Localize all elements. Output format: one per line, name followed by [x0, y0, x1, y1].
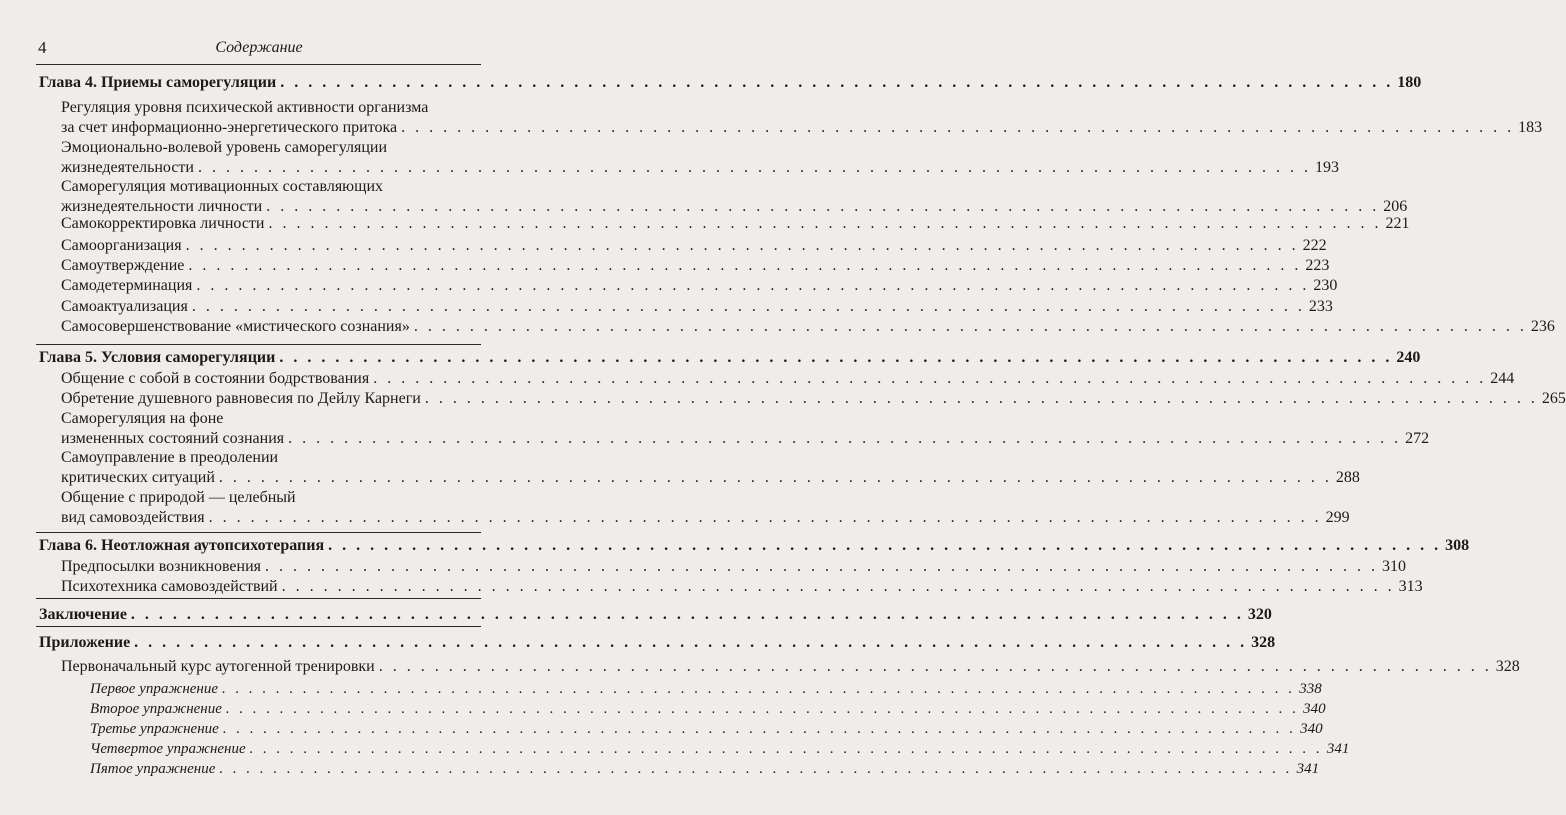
toc-entry[interactable] [0, 536, 1470, 556]
toc-page-number: 299 [1325, 509, 1350, 526]
toc-entry-row [61, 118, 1543, 138]
toc-entry[interactable] [0, 448, 1360, 488]
toc-entry-title: Первое упражнение [90, 681, 219, 697]
toc-entry-row [61, 389, 1566, 409]
dot-leader: . . . . . . . . . . . . . . . . . . . . . . . . . . . . . . . . . . . . . . . . . . . . . . . . . . . . . . . . . . . . . . . . . . . . . . . . . . . . . . . . [288, 430, 1402, 447]
toc-entry-row [61, 577, 1423, 597]
toc-entry[interactable] [0, 317, 1555, 337]
toc-entry-row [90, 679, 1322, 699]
toc-entry-row [39, 73, 1422, 93]
dot-leader: . . . . . . . . . . . . . . . . . . . . . . . . . . . . . . . . . . . . . . . . . . . . . . . . . . . . . . . . . . . . . . . . . . . . . . . . . . . . . . . . [222, 681, 1296, 697]
toc-entry[interactable] [0, 759, 1320, 779]
toc-page-number: 310 [1382, 558, 1406, 575]
toc-entry-row [61, 468, 1360, 488]
toc-entry-row [90, 699, 1326, 719]
section-rule [36, 344, 481, 345]
toc-entry-row [61, 214, 1410, 234]
toc-page-number: 222 [1302, 237, 1327, 254]
dot-leader: . . . . . . . . . . . . . . . . . . . . . . . . . . . . . . . . . . . . . . . . . . . . . . . . . . . . . . . . . . . . . . . . . . . . . . . . . . . . . . . . [413, 318, 1527, 335]
toc-entry-title: Самосовершенствование «мистического сознания» [61, 318, 410, 335]
toc-entry[interactable] [0, 488, 1350, 528]
toc-entry-title: Глава 4. Приемы саморегуляции [39, 74, 277, 91]
dot-leader: . . . . . . . . . . . . . . . . . . . . . . . . . . . . . . . . . . . . . . . . . . . . . . . . . . . . . . . . . . . . . . . . . . . . . . . . . . . . . . . . [280, 74, 1394, 91]
dot-leader: . . . . . . . . . . . . . . . . . . . . . . . . . . . . . . . . . . . . . . . . . . . . . . . . . . . . . . . . . . . . . . . . . . . . . . . . . . . . . . . . [130, 606, 1244, 623]
toc-entry[interactable] [0, 369, 1515, 389]
dot-leader: . . . . . . . . . . . . . . . . . . . . . . . . . . . . . . . . . . . . . . . . . . . . . . . . . . . . . . . . . . . . . . . . . . . . . . . . . . . . . . . . [249, 741, 1323, 757]
toc-entry[interactable] [0, 719, 1323, 739]
toc-entry-row [39, 605, 1272, 625]
toc-page-number: 240 [1396, 349, 1421, 366]
toc-page-number: 320 [1247, 606, 1272, 623]
dot-leader: . . . . . . . . . . . . . . . . . . . . . . . . . . . . . . . . . . . . . . . . . . . . . . . . . . . . . . . . . . . . . . . . . . . . . . . . . . . . . . . . [134, 634, 1248, 651]
toc-entry[interactable] [0, 98, 1543, 138]
toc-entry[interactable] [0, 389, 1566, 409]
section-rule [36, 626, 481, 627]
toc-entry-row [61, 429, 1430, 449]
toc-entry-title: Общение с собой в состоянии бодрствования [61, 370, 370, 387]
toc-page-number: 313 [1398, 578, 1423, 595]
toc-entry-title-line: Самоуправление в преодолении [61, 449, 279, 466]
toc-entry[interactable] [0, 297, 1333, 317]
toc-entry-title: критических ситуаций [61, 469, 215, 486]
toc-entry-title: за счет информационно-энергетического притока [61, 119, 398, 136]
toc-entry-row [61, 657, 1520, 677]
header-rule [36, 64, 481, 65]
toc-entry-title: Четвертое упражнение [90, 741, 246, 757]
toc-page-number: 230 [1313, 277, 1338, 294]
toc-entry-row [61, 317, 1555, 337]
toc-entry-title: Психотехника самовоздействий [61, 578, 278, 595]
dot-leader: . . . . . . . . . . . . . . . . . . . . . . . . . . . . . . . . . . . . . . . . . . . . . . . . . . . . . . . . . . . . . . . . . . . . . . . . . . . . . . . . [268, 215, 1382, 232]
toc-entry-title-line: Общение с природой — целебный [61, 489, 296, 506]
toc-entry[interactable] [0, 605, 1272, 625]
toc-entry-title: Обретение душевного равновесия по Дейлу Карнеги [61, 390, 421, 407]
toc-entry-row [61, 508, 1350, 528]
toc-page-number: 223 [1305, 257, 1330, 274]
dot-leader: . . . . . . . . . . . . . . . . . . . . . . . . . . . . . . . . . . . . . . . . . . . . . . . . . . . . . . . . . . . . . . . . . . . . . . . . . . . . . . . . [185, 237, 1299, 254]
toc-entry[interactable] [0, 214, 1410, 234]
toc-entry[interactable] [0, 138, 1339, 178]
toc-entry-title: Самокорректировка личности [61, 215, 265, 232]
dot-leader: . . . . . . . . . . . . . . . . . . . . . . . . . . . . . . . . . . . . . . . . . . . . . . . . . . . . . . . . . . . . . . . . . . . . . . . . . . . . . . . . [328, 537, 1442, 554]
toc-entry-title: Приложение [39, 634, 131, 651]
toc-entry-title: Глава 5. Условия саморегуляции [39, 349, 276, 366]
dot-leader: . . . . . . . . . . . . . . . . . . . . . . . . . . . . . . . . . . . . . . . . . . . . . . . . . . . . . . . . . . . . . . . . . . . . . . . . . . . . . . . . [424, 390, 1538, 407]
toc-entry[interactable] [0, 409, 1430, 449]
toc-entry-row [90, 759, 1320, 779]
toc-entry-title: Первоначальный курс аутогенной тренировки [61, 658, 375, 675]
toc-entry-title: Глава 6. Неотложная аутопсихотерапия [39, 537, 325, 554]
toc-entry-title-line: Регуляция уровня психической активности организма [61, 99, 429, 116]
dot-leader: . . . . . . . . . . . . . . . . . . . . . . . . . . . . . . . . . . . . . . . . . . . . . . . . . . . . . . . . . . . . . . . . . . . . . . . . . . . . . . . . [218, 469, 1332, 486]
dot-leader: . . . . . . . . . . . . . . . . . . . . . . . . . . . . . . . . . . . . . . . . . . . . . . . . . . . . . . . . . . . . . . . . . . . . . . . . . . . . . . . . [196, 277, 1310, 294]
toc-entry-row [61, 297, 1333, 317]
toc-entry-title: Самоактуализация [61, 298, 188, 315]
dot-leader: . . . . . . . . . . . . . . . . . . . . . . . . . . . . . . . . . . . . . . . . . . . . . . . . . . . . . . . . . . . . . . . . . . . . . . . . . . . . . . . . [225, 701, 1300, 717]
toc-entry-title: Пятое упражнение [90, 761, 216, 777]
toc-entry-row [39, 633, 1276, 653]
toc-entry[interactable] [0, 236, 1327, 256]
dot-leader: . . . . . . . . . . . . . . . . . . . . . . . . . . . . . . . . . . . . . . . . . . . . . . . . . . . . . . . . . . . . . . . . . . . . . . . . . . . . . . . . [265, 558, 1378, 575]
toc-entry[interactable] [0, 256, 1330, 276]
toc-page-number: 221 [1385, 215, 1410, 232]
toc-entry-row [39, 348, 1421, 368]
dot-leader: . . . . . . . . . . . . . . . . . . . . . . . . . . . . . . . . . . . . . . . . . . . . . . . . . . . . . . . . . . . . . . . . . . . . . . . . . . . . . . . . [188, 257, 1302, 274]
toc-entry-title: вид самовоздействия [61, 509, 205, 526]
section-rule [36, 598, 481, 599]
dot-leader: . . . . . . . . . . . . . . . . . . . . . . . . . . . . . . . . . . . . . . . . . . . . . . . . . . . . . . . . . . . . . . . . . . . . . . . . . . . . . . . . [208, 509, 1322, 526]
toc-entry[interactable] [0, 348, 1421, 368]
toc-entry-title: Заключение [39, 606, 127, 623]
toc-entry-title: Самоорганизация [61, 237, 182, 254]
toc-entry-title: измененных состояний сознания [61, 430, 285, 447]
toc-page-number: 236 [1530, 318, 1555, 335]
dot-leader: . . . . . . . . . . . . . . . . . . . . . . . . . . . . . . . . . . . . . . . . . . . . . . . . . . . . . . . . . . . . . . . . . . . . . . . . . . . . . . . . [219, 761, 1293, 777]
toc-page-number: 340 [1303, 701, 1326, 717]
running-title: Содержание [215, 39, 303, 56]
toc-page-number: 308 [1445, 537, 1470, 554]
toc-entry-title-line: Саморегуляция мотивационных составляющих [61, 178, 384, 195]
toc-page-number: 338 [1299, 681, 1322, 697]
toc-entry-title: Второе упражнение [90, 701, 222, 717]
dot-leader: . . . . . . . . . . . . . . . . . . . . . . . . . . . . . . . . . . . . . . . . . . . . . . . . . . . . . . . . . . . . . . . . . . . . . . . . . . . . . . . . [281, 578, 1395, 595]
toc-page-number: 328 [1495, 658, 1520, 675]
toc-page-number: 288 [1335, 469, 1360, 486]
toc-entry-title: жизнедеятельности личности [61, 198, 263, 215]
dot-leader: . . . . . . . . . . . . . . . . . . . . . . . . . . . . . . . . . . . . . . . . . . . . . . . . . . . . . . . . . . . . . . . . . . . . . . . . . . . . . . . . [279, 349, 1393, 366]
toc-entry[interactable] [0, 557, 1406, 577]
toc-page-number: 233 [1308, 298, 1333, 315]
dot-leader: . . . . . . . . . . . . . . . . . . . . . . . . . . . . . . . . . . . . . . . . . . . . . . . . . . . . . . . . . . . . . . . . . . . . . . . . . . . . . . . . [373, 370, 1487, 387]
toc-page-number: 341 [1296, 761, 1320, 777]
toc-entry[interactable] [0, 276, 1338, 296]
toc-entry-row [90, 739, 1350, 759]
toc-entry-row [61, 557, 1406, 577]
dot-leader: . . . . . . . . . . . . . . . . . . . . . . . . . . . . . . . . . . . . . . . . . . . . . . . . . . . . . . . . . . . . . . . . . . . . . . . . . . . . . . . . [191, 298, 1305, 315]
toc-page-number: 340 [1300, 721, 1323, 737]
toc-entry-title: Предпосылки возникновения [61, 558, 261, 575]
toc-page-number: 180 [1397, 74, 1422, 91]
toc-page-number: 341 [1326, 741, 1350, 757]
toc-entry-title-line: Саморегуляция на фоне [61, 410, 224, 427]
toc-entry[interactable] [0, 699, 1326, 719]
toc-entry-title: Самодетерминация [61, 277, 193, 294]
toc-entry-title: жизнедеятельности [61, 159, 194, 176]
toc-entry-row [61, 369, 1515, 389]
toc-page-number: 244 [1490, 370, 1515, 387]
dot-leader: . . . . . . . . . . . . . . . . . . . . . . . . . . . . . . . . . . . . . . . . . . . . . . . . . . . . . . . . . . . . . . . . . . . . . . . . . . . . . . . . [266, 198, 1380, 215]
dot-leader: . . . . . . . . . . . . . . . . . . . . . . . . . . . . . . . . . . . . . . . . . . . . . . . . . . . . . . . . . . . . . . . . . . . . . . . . . . . . . . . . [197, 159, 1311, 176]
toc-entry[interactable] [0, 633, 1276, 653]
toc-page-number: 265 [1541, 390, 1566, 407]
toc-entry-row [61, 158, 1339, 178]
toc-entry-row [90, 719, 1323, 739]
toc-page-number: 193 [1314, 159, 1339, 176]
toc-page-number: 183 [1518, 119, 1543, 136]
toc-entry-title-line: Эмоционально-волевой уровень саморегуляции [61, 139, 388, 156]
toc-page-number: 272 [1405, 430, 1430, 447]
toc-entry-row [61, 276, 1338, 296]
page-number: 4 [38, 38, 47, 57]
section-rule [36, 532, 481, 533]
dot-leader: . . . . . . . . . . . . . . . . . . . . . . . . . . . . . . . . . . . . . . . . . . . . . . . . . . . . . . . . . . . . . . . . . . . . . . . . . . . . . . . . [378, 658, 1492, 675]
toc-entry[interactable] [0, 679, 1322, 699]
toc-entry[interactable] [0, 73, 1422, 93]
toc-entry-row [39, 536, 1470, 556]
toc-entry-row [61, 256, 1330, 276]
page-header [38, 38, 480, 62]
toc-entry[interactable] [0, 577, 1423, 597]
toc-entry-row [61, 236, 1327, 256]
toc-entry-title: Третье упражнение [90, 721, 219, 737]
toc-entry[interactable] [0, 657, 1520, 677]
dot-leader: . . . . . . . . . . . . . . . . . . . . . . . . . . . . . . . . . . . . . . . . . . . . . . . . . . . . . . . . . . . . . . . . . . . . . . . . . . . . . . . . [401, 119, 1515, 136]
toc-page-number: 206 [1383, 198, 1408, 215]
toc-entry[interactable] [0, 739, 1350, 759]
toc-entry[interactable] [0, 177, 1408, 217]
toc-page-number: 328 [1251, 634, 1276, 651]
toc-entry-title: Самоутверждение [61, 257, 185, 274]
dot-leader: . . . . . . . . . . . . . . . . . . . . . . . . . . . . . . . . . . . . . . . . . . . . . . . . . . . . . . . . . . . . . . . . . . . . . . . . . . . . . . . . [222, 721, 1297, 737]
